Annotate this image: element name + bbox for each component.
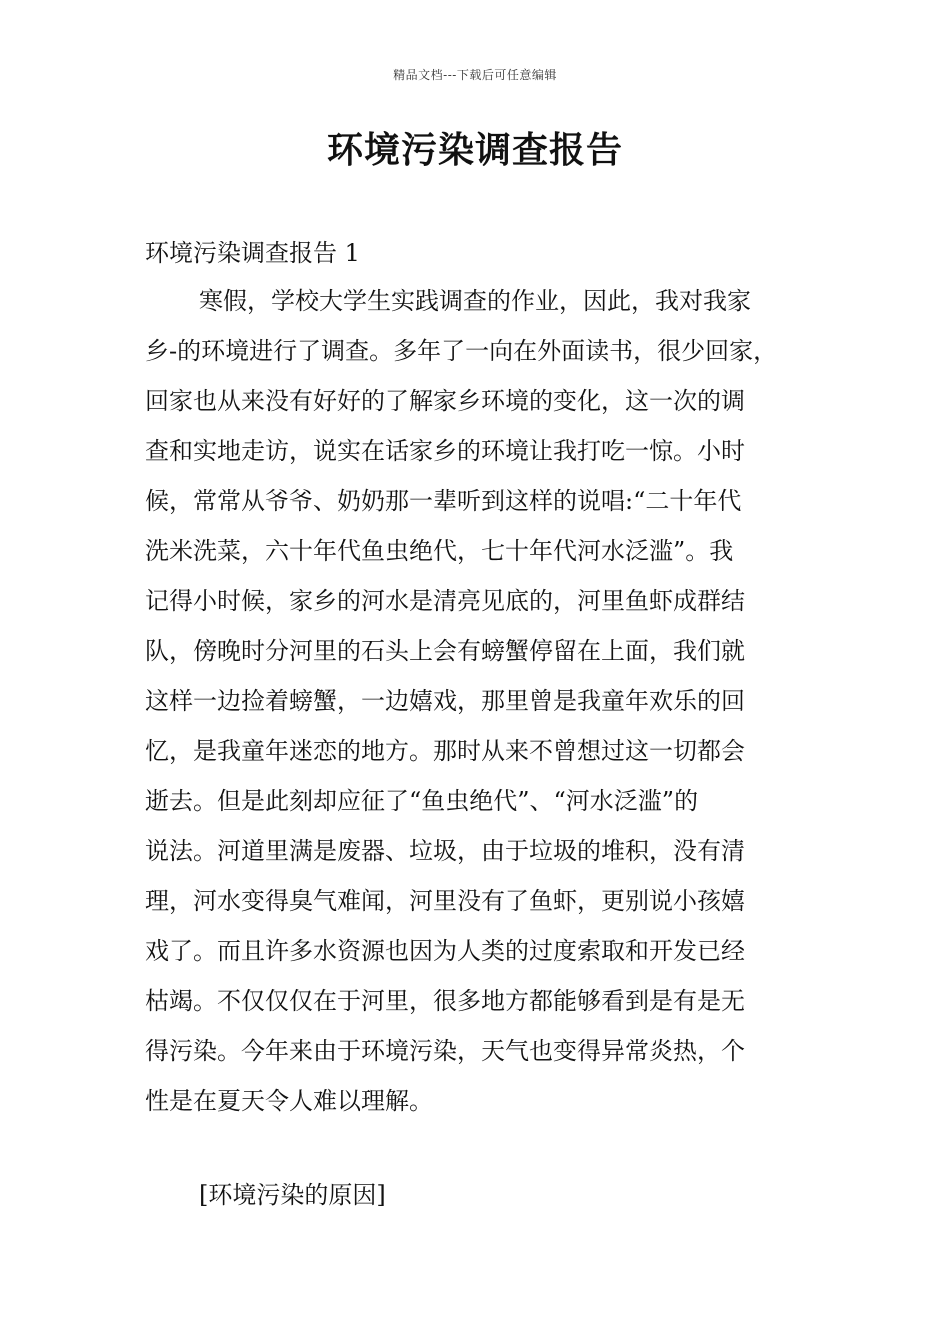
paragraph-line: 说法。河道里满是废器、垃圾，由于垃圾的堆积，没有清 [145, 837, 745, 865]
body-paragraph [145, 276, 813, 1126]
document-title: 环境污染调查报告 [326, 129, 623, 171]
paragraph-line: 忆，是我童年迷恋的地方。那时从来不曾想过这一切都会 [145, 737, 745, 765]
paragraph-line: 枯竭。不仅仅仅在于河里，很多地方都能够看到是有是无 [145, 987, 745, 1015]
subheading: [环境污染的原因] [199, 1181, 386, 1209]
paragraph-line: 记得小时候，家乡的河水是清亮见底的，河里鱼虾成群结 [145, 587, 745, 615]
header-note: 精品文档---下载后可任意编辑 [393, 68, 557, 82]
paragraph-line: 这样一边捡着螃蟹，一边嬉戏，那里曾是我童年欢乐的回 [145, 687, 745, 715]
paragraph-line: 得污染。今年来由于环境污染，天气也变得异常炎热，个 [145, 1037, 745, 1065]
paragraph-line: 乡-的环境进行了调查。多年了一向在外面读书，很少回家， [145, 337, 778, 365]
paragraph-line: 逝去。但是此刻却应征了“鱼虫绝代”、“河水泛滥”的 [145, 787, 699, 815]
paragraph-line: 查和实地走访，说实在话家乡的环境让我打吃一惊。小时 [145, 437, 745, 465]
paragraph-line: 候，常常从爷爷、奶奶那一辈听到这样的说唱:“二十年代 [145, 487, 742, 515]
paragraph-line: 理，河水变得臭气难闻，河里没有了鱼虾，更别说小孩嬉 [145, 887, 745, 915]
paragraph-line: 寒假，学校大学生实践调查的作业，因此，我对我家 [199, 287, 751, 315]
section-heading: 环境污染调查报告 1 [145, 239, 360, 267]
paragraph-line: 戏了。而且许多水资源也因为人类的过度索取和开发已经 [145, 937, 745, 965]
paragraph-line: 性是在夏天令人难以理解。 [145, 1087, 433, 1115]
paragraph-line: 洗米洗菜，六十年代鱼虫绝代，七十年代河水泛滥”。我 [145, 537, 734, 565]
paragraph-line: 队，傍晚时分河里的石头上会有螃蟹停留在上面，我们就 [145, 637, 745, 665]
paragraph-line: 回家也从来没有好好的了解家乡环境的变化，这一次的调 [145, 387, 745, 415]
